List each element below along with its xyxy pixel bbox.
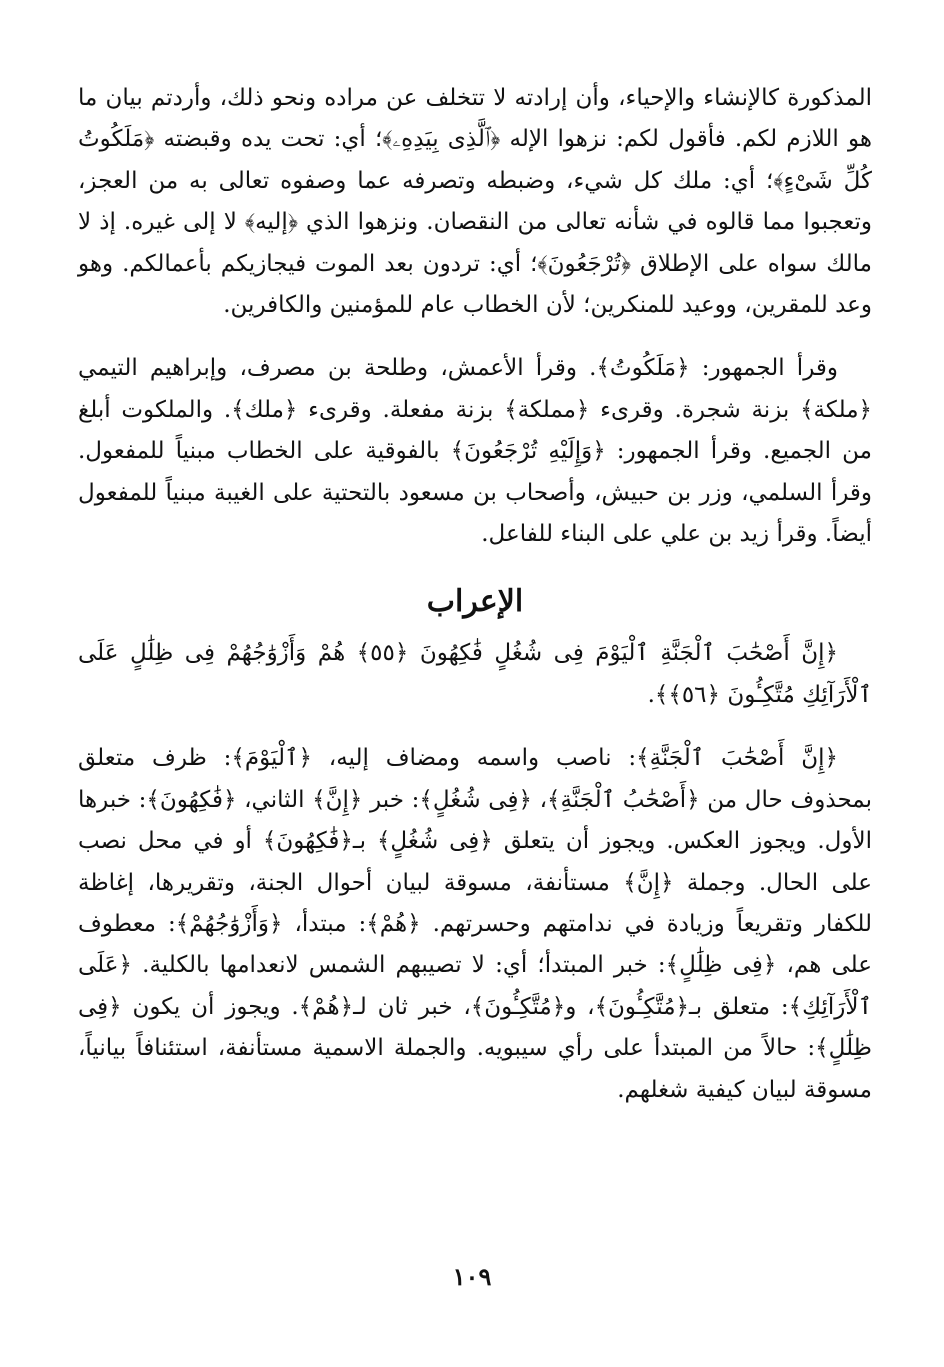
page-number: ١٠٩ <box>452 1262 492 1291</box>
page-body <box>78 78 872 1111</box>
section-heading: الإعراب <box>426 584 524 620</box>
quran-verse: ﴿إِنَّ أَصْحَٰبَ ٱلْجَنَّةِ ٱلْيَوْمَ فِى شُغُلٍ فَٰكِهُونَ ﴿٥٥﴾ هُمْ وَأَزْوَٰجُهُمْ فِى ظِلَٰلٍ عَلَى ٱلْأَرَآئِكِ مُتَّكِـُٔونَ ﴿٥٦﴾﴾. <box>78 640 872 708</box>
irab-paragraph: ﴿إِنَّ أَصْحَٰبَ ٱلْجَنَّةِ﴾: ناصب واسمه ومضاف إليه، ﴿ٱلْيَوْمَ﴾: ظرف متعلق بمحذوف حال من ﴿أَصْحَٰبُ ٱلْجَنَّةِ﴾، ﴿فِى شُغُلٍ﴾: خبر ﴿إِنَّ﴾ الثاني، ﴿فَٰكِهُونَ﴾: خبرها الأول. ويجوز العكس. ويجوز أن يتعلق ﴿فِى شُغُلٍ﴾ بـ﴿فَٰكِهُونَ﴾ أو في محل نصب على الحال. وجملة ﴿إِنَّ﴾ مستأنفة، مسوقة لبيان أحوال الجنة، وتقريرها، إغاظة للكفار وتقريعاً وزيادة في ندامتهم وحسرتهم. ﴿هُمْ﴾: مبتدأ، ﴿وَأَزْوَٰجُهُمْ﴾: معطوف على هم، ﴿فِى ظِلَٰلٍ﴾: خبر المبتدأ؛ أي: لا تصيبهم الشمس لانعدامها بالكلية. ﴿عَلَى ٱلْأَرَآئِكِ﴾: متعلق بـ﴿مُتَّكِـُٔونَ﴾، و﴿مُتَّكِـُٔونَ﴾، خبر ثان لـ﴿هُمْ﴾. ويجوز أن يكون ﴿فِى ظِلَٰلٍ﴾: حالاً من المبتدأ على رأي سيبويه. والجملة الاسمية مستأنفة، استئنافاً بيانياً، مسوقة لبيان كيفية شغلهم. <box>78 745 872 1103</box>
text-paragraph-1: المذكورة كالإنشاء والإحياء، وأن إرادته لا تتخلف عن مراده ونحو ذلك، وأردتم بيان ما هو اللازم لكم. فأقول لكم: نزهوا الإله ﴿ٱلَّذِى بِيَدِهِۦ﴾؛ أي: تحت يده وقبضته ﴿مَلَكُوتُ كُلِّ شَىْءٍ﴾؛ أي: ملك كل شيء، وضبطه وتصرفه عما وصفوه تعالى به من العجز، وتعجبوا مما قالوه في شأنه تعالى من النقصان. ونزهوا الذي ﴿إليه﴾ لا إلى غيره. إذ لا مالك سواه على الإطلاق ﴿تُرْجَعُونَ﴾؛ أي: تردون بعد الموت فيجازيكم بأعمالكم. وهو وعد للمقرين، ووعيد للمنكرين؛ لأن الخطاب عام للمؤمنين والكافرين. <box>78 85 872 319</box>
text-paragraph-2: وقرأ الجمهور: ﴿مَلَكُوتُ﴾. وقرأ الأعمش، وطلحة بن مصرف، وإبراهيم التيمي ﴿ملكة﴾ بزنة شجرة. وقرىء ﴿مملكة﴾ بزنة مفعلة. وقرىء ﴿ملك﴾. والملكوت أبلغ من الجميع. وقرأ الجمهور: ﴿وَإِلَيْهِ تُرْجَعُونَ﴾ بالفوقية على الخطاب مبنياً للمفعول. وقرأ السلمي، وزر بن حبيش، وأصحاب بن مسعود بالتحتية على الغيبة مبنياً للمفعول أيضاً. وقرأ زيد بن علي على البناء للفاعل. <box>78 355 872 548</box>
